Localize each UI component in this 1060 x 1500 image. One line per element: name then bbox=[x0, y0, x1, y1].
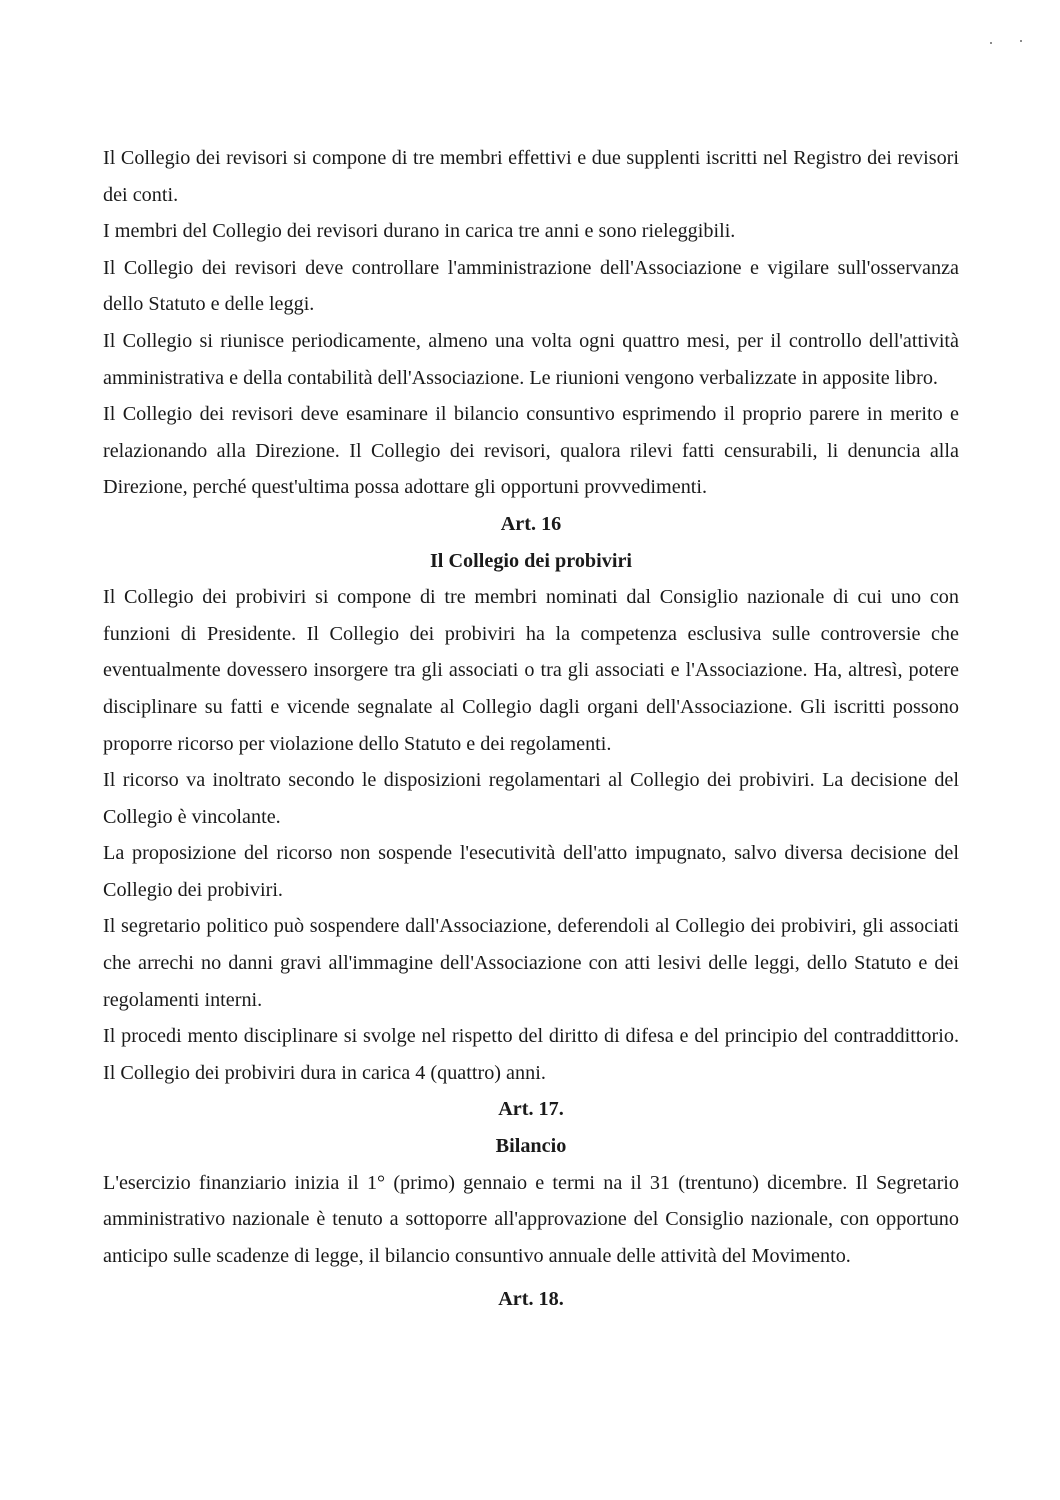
paragraph: L'esercizio finanziario inizia il 1° (primo) gennaio e termi na il 31 (trentuno) dicembre. Il Segretario amministrativo nazionale è tenuto a sottoporre all'approvazione del Consiglio nazionale, con opportuno anticipo sulle scadenze di legge, il bilancio consuntivo annuale delle attività del Movimento. bbox=[103, 1171, 959, 1267]
scan-specks bbox=[990, 38, 1030, 46]
article-number: Art. 17. bbox=[498, 1098, 564, 1121]
scan-speck bbox=[1020, 40, 1022, 42]
paragraph: Il Collegio si riunisce periodicamente, almeno una volta ogni quattro mesi, per il controllo dell'attività amministrativa e della contabilità dell'Associazione. Le riunioni vengono verbalizzate in apposite libro. bbox=[103, 329, 959, 389]
paragraph: Il ricorso va inoltrato secondo le disposizioni regolamentari al Collegio dei probiviri. La decisione del Collegio è vincolante. bbox=[103, 769, 959, 828]
paragraph: Il Collegio dei revisori deve esaminare il bilancio consuntivo esprimendo il proprio parere in merito e relazionando alla Direzione. Il Collegio dei revisori, qualora rilevi fatti censurabili, li denuncia alla Direzione, perché quest'ultima possa adottare gli opportuni provvedimenti. bbox=[103, 403, 959, 499]
paragraph: Il Collegio dei probiviri si compone di tre membri nominati dal Consiglio nazionale di cui uno con funzioni di Presidente. Il Collegio dei probiviri ha la competenza esclusiva sulle controversie che eventualmente dovessero insorgere tra gli associati o tra gli associati e l'Associazione. Ha, altresì, potere disciplinare su fatti e vicende segnalate al Collegio dagli organi dell'Associazione. Gli iscritti possono proporre ricorso per violazione dello Statuto e dei regolamenti. bbox=[103, 586, 959, 755]
paragraph: Il procedi mento disciplinare si svolge nel rispetto del diritto di difesa e del principio del contraddittorio. Il Collegio dei probiviri dura in carica 4 (quattro) anni. bbox=[103, 1025, 959, 1084]
article-number: Art. 16 bbox=[500, 512, 562, 535]
article-title: Il Collegio dei probiviri bbox=[429, 549, 633, 572]
paragraph: Il Collegio dei revisori si compone di tre membri effettivi e due supplenti iscritti nel Registro dei revisori dei conti. bbox=[103, 147, 959, 206]
paragraph: Il Collegio dei revisori deve controllare l'amministrazione dell'Associazione e vigilare sull'osservanza dello Statuto e delle leggi. bbox=[103, 256, 959, 316]
document-page bbox=[103, 140, 959, 1318]
article-title: Bilancio bbox=[495, 1135, 567, 1158]
article-number: Art. 18. bbox=[498, 1288, 564, 1311]
paragraph: La proposizione del ricorso non sospende l'esecutività dell'atto impugnato, salvo diversa decisione del Collegio dei probiviri. bbox=[103, 842, 959, 901]
scan-speck bbox=[990, 42, 992, 44]
paragraph: Il segretario politico può sospendere dall'Associazione, deferendoli al Collegio dei probiviri, gli associati che arrechi no danni gravi all'immagine dell'Associazione con atti lesivi delle leggi, dello Statuto e dei regolamenti interni. bbox=[103, 915, 959, 1011]
paragraph: I membri del Collegio dei revisori durano in carica tre anni e sono rieleggibili. bbox=[103, 220, 736, 243]
